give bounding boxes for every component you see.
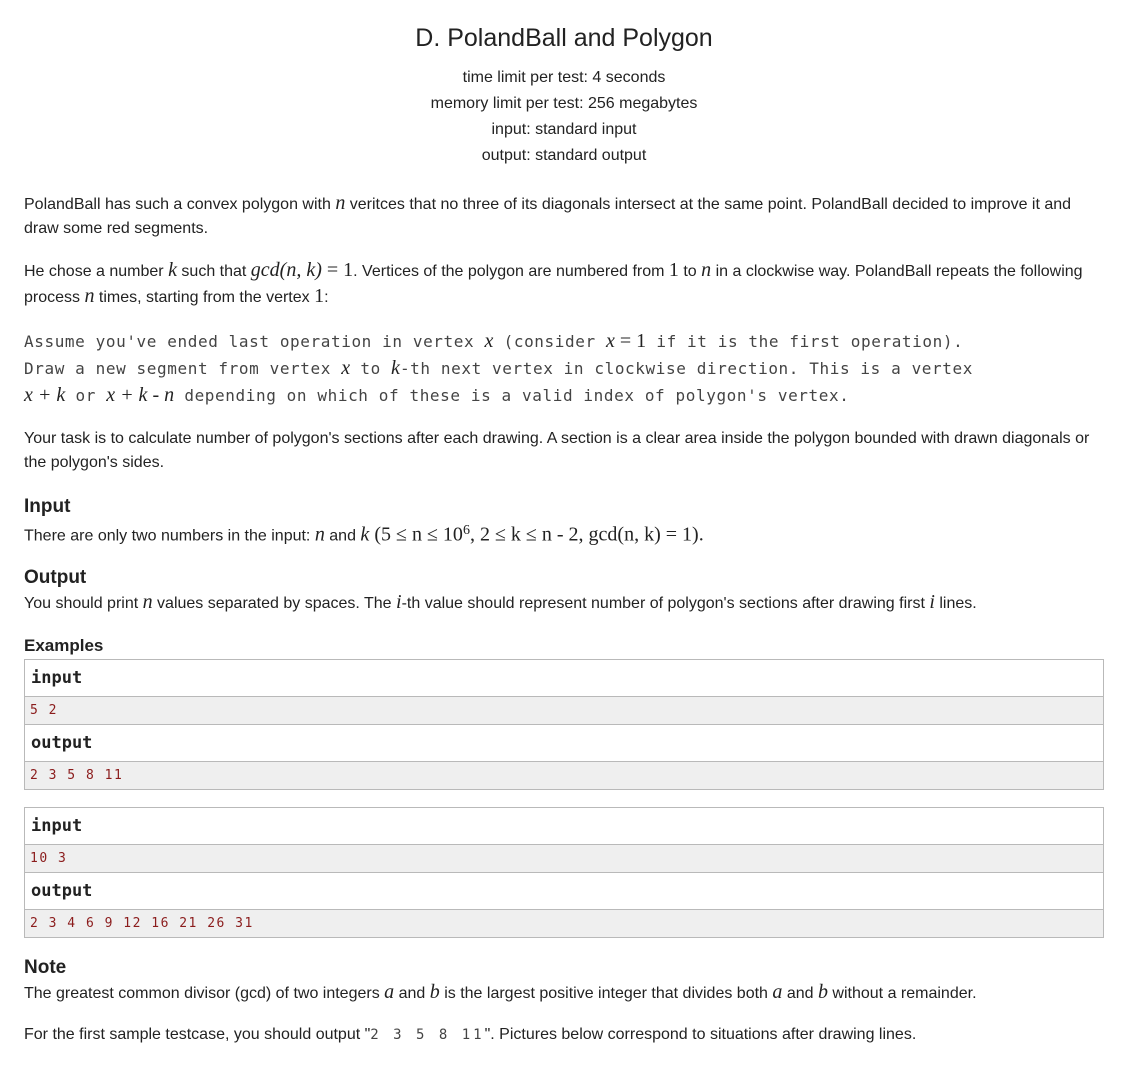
process-description <box>24 328 1104 409</box>
input-section-title: Input <box>24 496 71 517</box>
problem-limits <box>24 65 1104 169</box>
output-section-text: You should print n values separated by spaces. The i-th value should represent number of polygon's sections after drawing first i lines. <box>24 591 977 614</box>
time-limit: time limit per test: 4 seconds <box>462 69 666 86</box>
memory-limit: memory limit per test: 256 megabytes <box>430 95 698 112</box>
note-paragraph-2: For the first sample testcase, you should output "2 3 5 8 11". Pictures below correspond to situations after drawing lines. <box>24 1026 917 1044</box>
process-line-3: x + k or x + k - n depending on which of these is a valid index of polygon's vertex. <box>24 384 850 406</box>
process-line-1: Assume you've ended last operation in vertex x (consider x = 1 if it is the first operation). <box>24 330 964 352</box>
statement-paragraph-3: Your task is to calculate number of polygon's sections after each drawing. A section is a clear area inside the polygon bounded with drawn diagonals or the polygon's sides. <box>24 430 1090 471</box>
sample-input-label: input <box>25 808 1103 845</box>
sample-input-value[interactable]: 5 2 <box>25 697 1103 725</box>
output-section-title: Output <box>24 567 87 589</box>
problem-statement <box>24 0 1104 1047</box>
examples-title: Examples <box>24 636 104 656</box>
sample-test-2 <box>24 807 1104 938</box>
note-paragraph-1: The greatest common divisor (gcd) of two integers a and b is the largest positive integer that divides both a and b without a remainder. <box>24 981 977 1004</box>
problem-title: D. PolandBall and Polygon <box>415 24 713 52</box>
output-spec: output: standard output <box>481 147 647 164</box>
statement-paragraph-1: PolandBall has such a convex polygon with n veritces that no three of its diagonals intersect at the same point. PolandBall decided to improve it and draw some red segments. <box>24 192 1072 237</box>
process-line-2: Draw a new segment from vertex x to k-th next vertex in clockwise direction. This is a vertex <box>24 357 973 379</box>
statement-paragraph-2: He chose a number k such that gcd(n, k) = 1. Vertices of the polygon are numbered from 1 to n in a clockwise way. PolandBall repeats the following process n times, starting from the vertex 1: <box>24 259 1083 307</box>
input-spec: input: standard input <box>491 121 637 138</box>
sample-input-label: input <box>25 660 1103 697</box>
sample-test-1 <box>24 659 1104 790</box>
sample-output-value[interactable]: 2 3 4 6 9 12 16 21 26 31 <box>25 910 1103 937</box>
sample-output-label: output <box>25 725 1103 762</box>
sample-output-label: output <box>25 873 1103 910</box>
sample-output-value[interactable]: 2 3 5 8 11 <box>25 762 1103 789</box>
note-section-title: Note <box>24 957 67 979</box>
sample-input-value[interactable]: 10 3 <box>25 845 1103 873</box>
input-section-text: There are only two numbers in the input: n and k ($5 \le n \le 10^6$, 2 ≤ k ≤ n - 2, gcd(n, k) = 1). <box>24 523 704 546</box>
